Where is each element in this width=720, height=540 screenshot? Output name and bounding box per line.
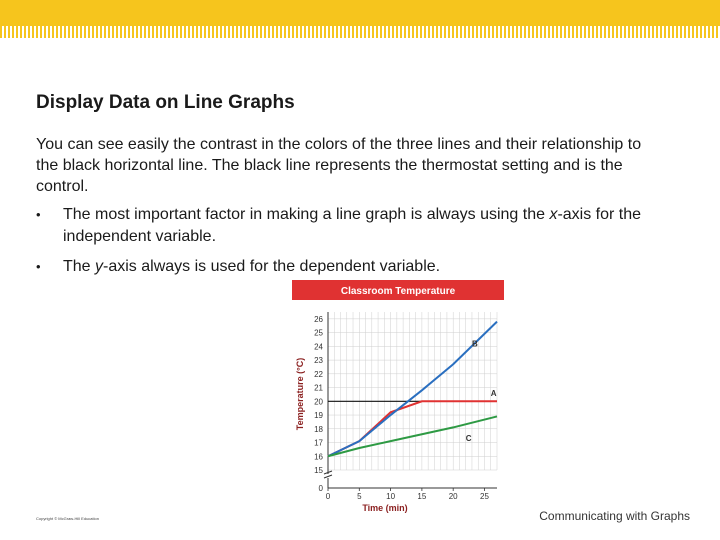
series-label-a: A (490, 388, 497, 398)
y-tick-label: 16 (314, 452, 323, 462)
classroom-temperature-chart (292, 280, 504, 516)
y-tick-label: 26 (314, 314, 323, 324)
slide-title: Display Data on Line Graphs (36, 92, 295, 113)
y-tick-label: 19 (314, 411, 323, 421)
bullet-item (36, 204, 648, 248)
copyright-text: Copyright © McGraw-Hill Education (36, 516, 99, 521)
x-tick-label: 0 (325, 492, 331, 501)
chart-title: Classroom Temperature (340, 286, 456, 297)
header-stripe (0, 26, 720, 38)
bullet-item (36, 256, 648, 278)
y-tick-label: 17 (314, 438, 323, 448)
y-tick-label: 20 (314, 397, 323, 407)
y-tick-label: 18 (314, 424, 323, 434)
series-label-b: B (471, 339, 478, 349)
header-accent-bar (0, 0, 720, 26)
y-tick-label: 22 (314, 369, 323, 379)
y-axis-label: Temperature (°C) (295, 357, 305, 431)
y-tick-label: 15 (314, 466, 323, 475)
y-tick-label: 24 (314, 342, 323, 352)
x-tick-label: 20 (448, 492, 458, 501)
footer-caption: Communicating with Graphs (539, 509, 690, 523)
x-tick-label: 15 (417, 492, 427, 501)
x-axis-label: Time (min) (362, 503, 408, 513)
y-tick-label: 0 (318, 484, 323, 493)
bullet-text: -axis for the independent variable. (63, 206, 642, 245)
y-tick-label: 21 (314, 383, 323, 393)
y-tick-label: 23 (314, 356, 323, 366)
bullet-text: The most important factor in making a line graph is always using the (63, 206, 550, 223)
x-tick-label: 25 (480, 492, 489, 501)
bullet-marker: • (36, 259, 41, 274)
bullet-text: -axis always is used for the dependent variable. (103, 258, 441, 275)
bullet-marker: • (36, 207, 41, 222)
x-tick-label: 5 (357, 492, 362, 501)
bullet-text: x (549, 206, 558, 223)
bullet-text: y (95, 258, 104, 275)
intro-paragraph: You can see easily the contrast in the colors of the three lines and their relationship to the black horizontal line. The black line represents the thermostat setting and is the control. (36, 136, 642, 195)
bullet-text: The (63, 258, 96, 275)
series-label-c: C (465, 434, 472, 444)
bullet-list (36, 204, 648, 286)
x-tick-label: 10 (386, 492, 396, 501)
y-tick-label: 25 (314, 328, 323, 338)
